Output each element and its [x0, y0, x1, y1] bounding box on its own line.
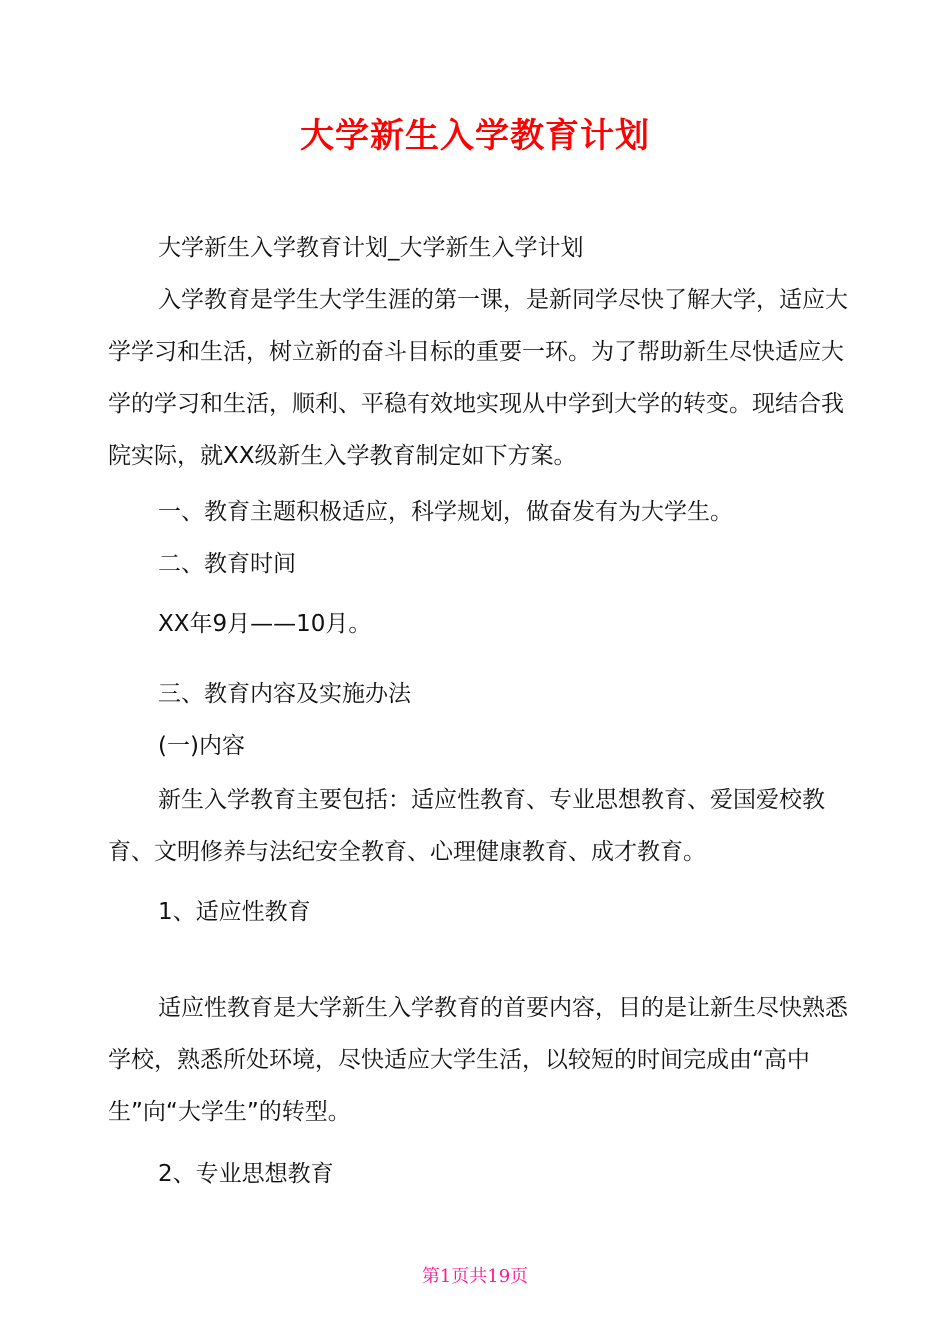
- subsection-content: (一)内容: [158, 733, 245, 759]
- subtitle-line: 大学新生入学教育计划_大学新生入学计划: [158, 235, 584, 261]
- section-content-heading: 三、教育内容及实施办法: [158, 681, 411, 707]
- section-time-heading: 二、教育时间: [158, 551, 296, 577]
- item-adaptive-heading: 1、适应性教育: [158, 899, 311, 925]
- item-professional-heading: 2、专业思想教育: [158, 1161, 334, 1187]
- page-footer: 第1页共19页: [421, 1266, 529, 1287]
- adaptive-paragraph: 适应性教育是大学新生入学教育的首要内容，目的是让新生尽快熟悉学校，熟悉所处环境，尽快适应大学生活，以较短的时间完成由“高中生”向“大学生”的转型。: [108, 995, 848, 1125]
- page-title: 大学新生入学教育计划: [300, 116, 650, 156]
- content-paragraph: 新生入学教育主要包括：适应性教育、专业思想教育、爱国爱校教育、文明修养与法纪安全教育、心理健康教育、成才教育。: [108, 787, 825, 865]
- section-theme: 一、教育主题积极适应，科学规划，做奋发有为大学生。: [158, 499, 733, 525]
- intro-paragraph: 入学教育是学生大学生涯的第一课，是新同学尽快了解大学，适应大学学习和生活，树立新的奋斗目标的重要一环。为了帮助新生尽快适应大学的学习和生活，顺利、平稳有效地实现从中学到大学的转变。现结合我院实际，就XX级新生入学教育制定如下方案。: [108, 287, 848, 469]
- section-time-value: XX年9月——10月。: [158, 611, 372, 637]
